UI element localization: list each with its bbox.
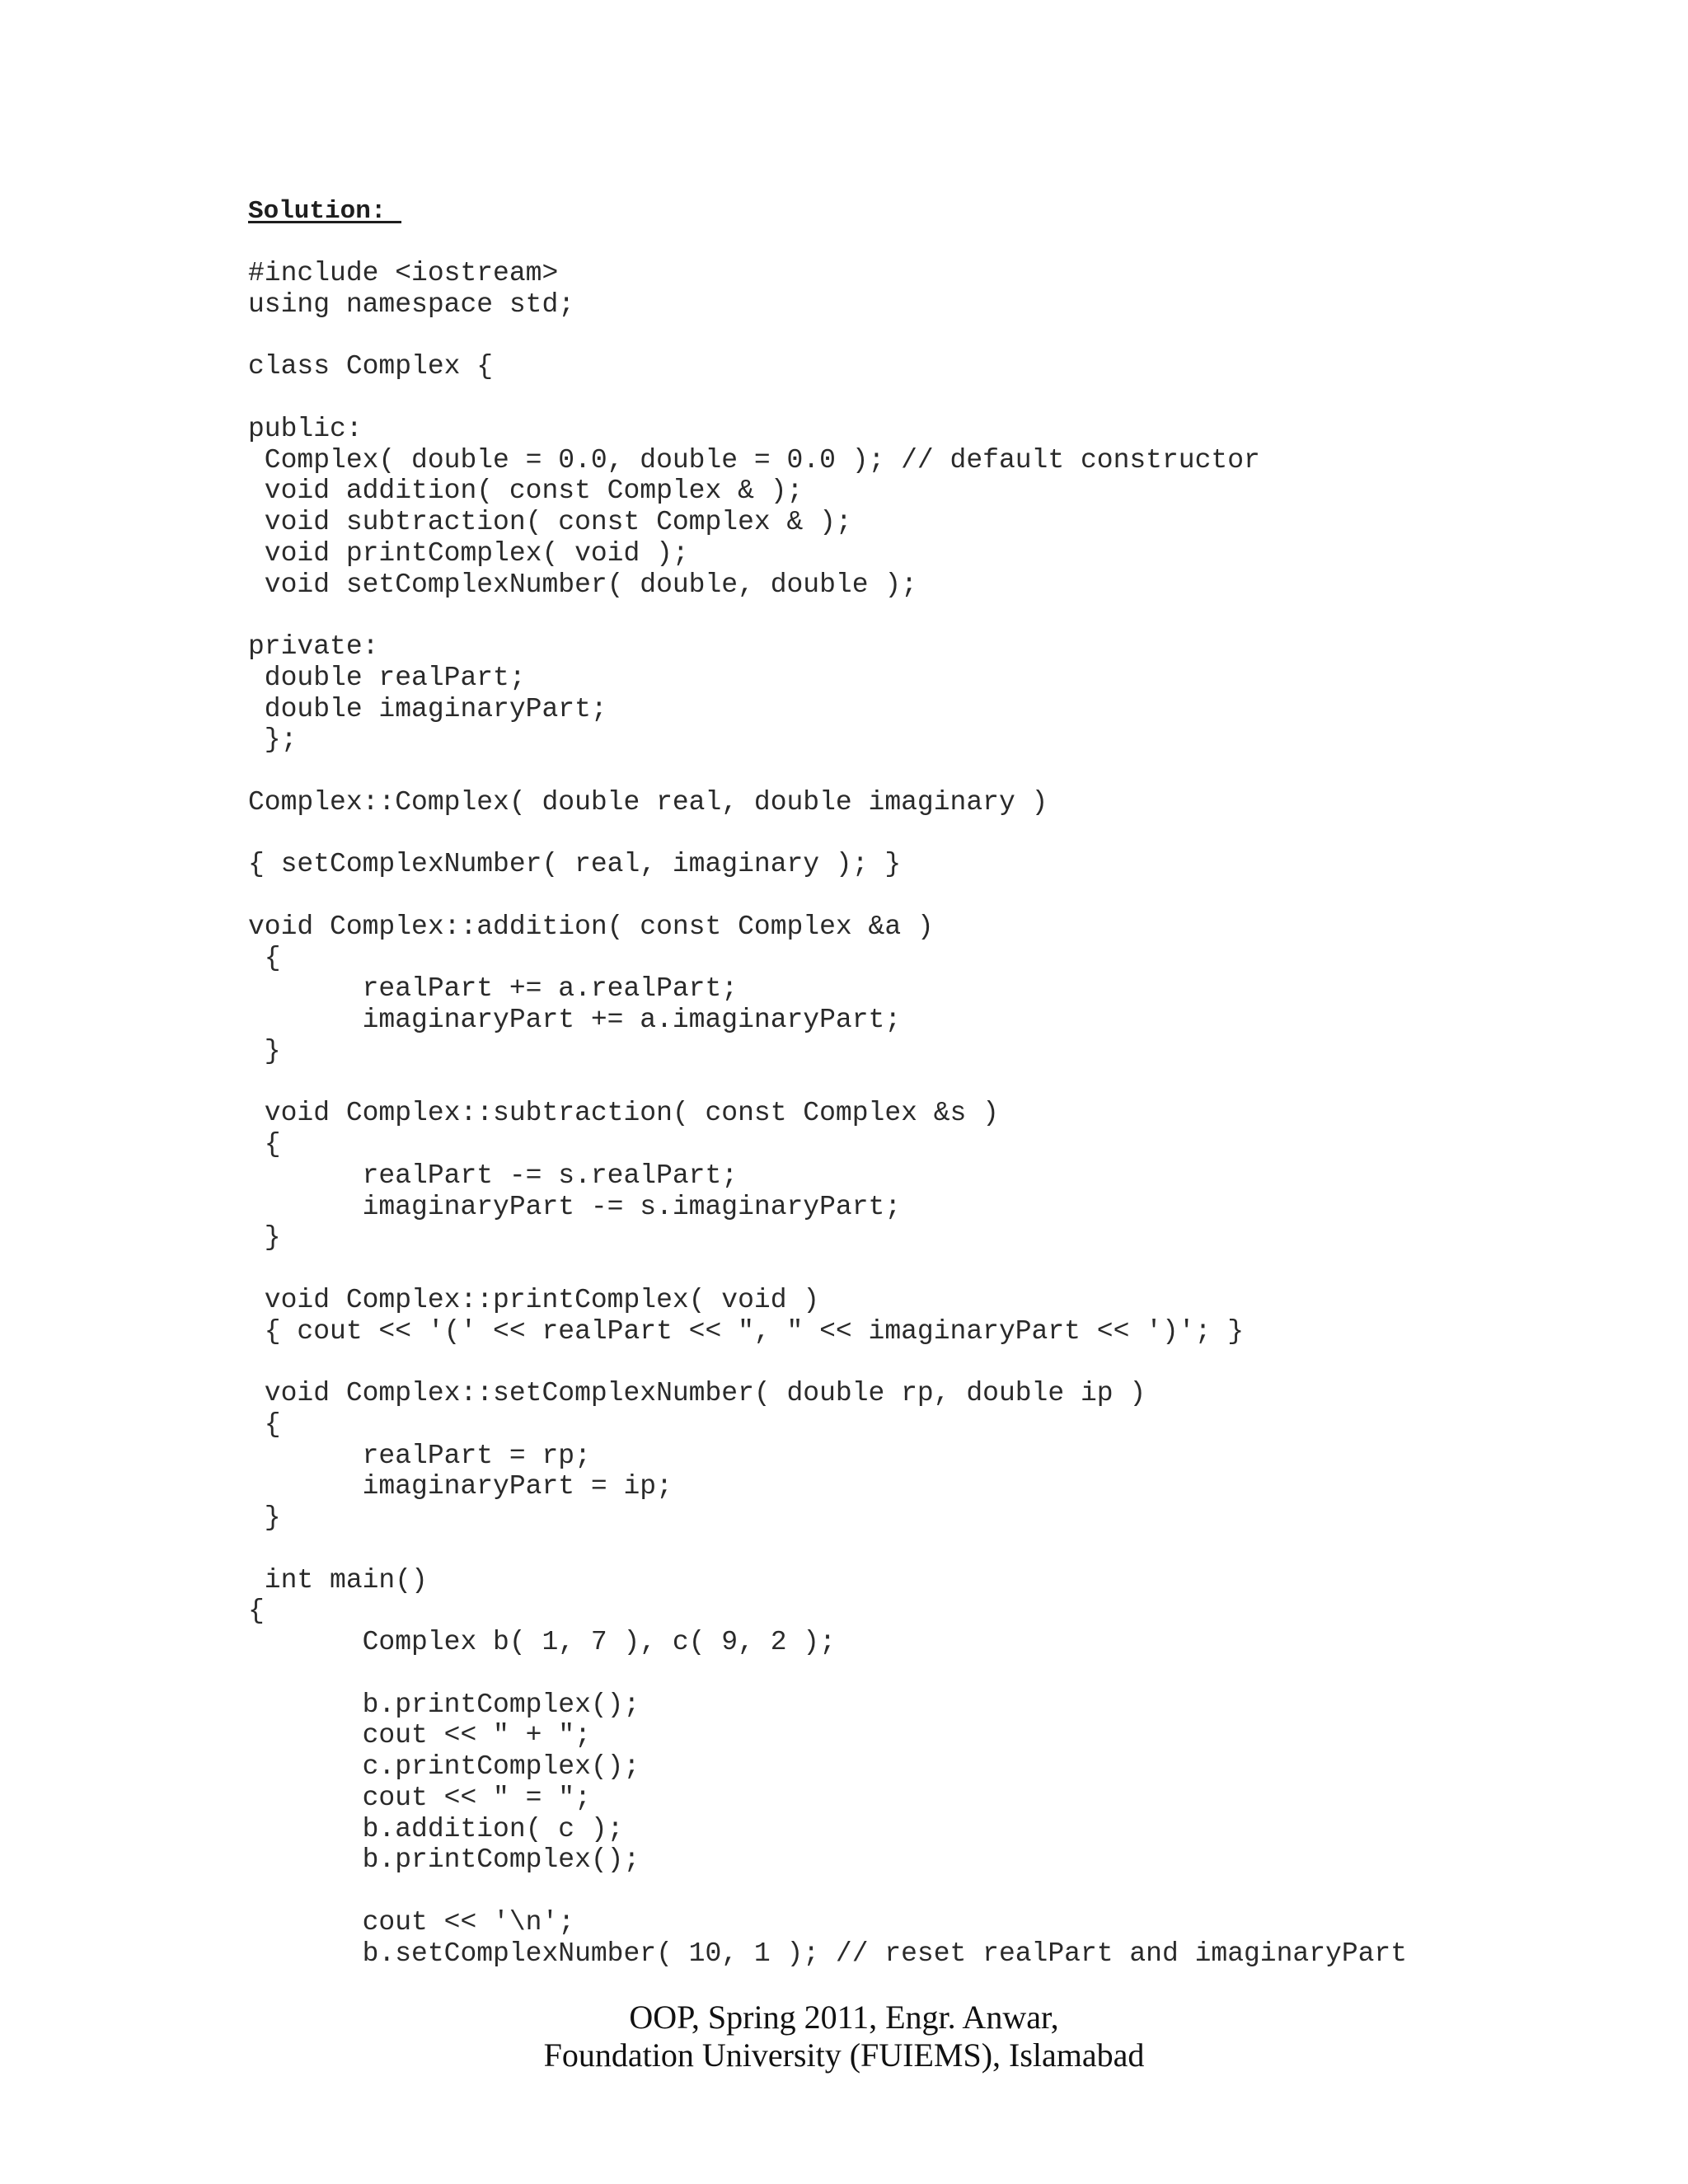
code-line: double imaginaryPart; (248, 693, 607, 724)
code-line: private: (248, 631, 379, 662)
code-line: { (248, 1129, 281, 1160)
code-line: void Complex::printComplex( void ) (248, 1284, 820, 1315)
solution-heading: Solution: (248, 197, 402, 226)
code-line: } (248, 1502, 281, 1533)
code-line (248, 1254, 1407, 1285)
code-line: void Complex::subtraction( const Complex &s ) (248, 1098, 999, 1129)
code-line: { setComplexNumber( real, imaginary ); } (248, 849, 902, 880)
code-line: } (248, 1222, 281, 1254)
code-line: imaginaryPart = ip; (248, 1471, 673, 1502)
code-line: class Complex { (248, 351, 494, 382)
code-line: Complex( double = 0.0, double = 0.0 ); // default constructor (248, 444, 1260, 476)
code-line: }; (248, 724, 298, 756)
code-line: void addition( const Complex & ); (248, 476, 804, 507)
code-line: { (248, 1596, 265, 1627)
code-line: void Complex::setComplexNumber( double rp, double ip ) (248, 1378, 1146, 1408)
code-line (248, 1534, 1407, 1565)
code-line (248, 756, 1407, 787)
code-line (248, 1347, 1407, 1378)
code-line: b.addition( c ); (248, 1813, 624, 1844)
code-line: } (248, 1035, 281, 1066)
code-line: Complex::Complex( double real, double imaginary ) (248, 786, 1048, 818)
code-line: c.printComplex(); (248, 1751, 640, 1782)
code-line: realPart -= s.realPart; (248, 1160, 738, 1191)
code-line (248, 382, 1407, 414)
code-line (248, 600, 1407, 631)
code-line: cout << '\n'; (248, 1906, 575, 1938)
code-line (248, 1658, 1407, 1690)
code-listing (248, 258, 1407, 1969)
page-footer (0, 1999, 1688, 2074)
code-line: cout << " + "; (248, 1720, 591, 1751)
code-line: double realPart; (248, 662, 526, 693)
footer-line-course: OOP, Spring 2011, Engr. Anwar, (629, 1999, 1059, 2036)
code-line: Complex b( 1, 7 ), c( 9, 2 ); (248, 1627, 836, 1657)
code-line: #include <iostream> (248, 258, 559, 288)
footer-line-institution: Foundation University (FUIEMS), Islamabad (543, 2036, 1145, 2074)
code-line: void setComplexNumber( double, double ); (248, 569, 917, 600)
code-line: void subtraction( const Complex & ); (248, 507, 852, 537)
code-line: public: (248, 413, 363, 444)
code-line (248, 880, 1407, 912)
code-line: using namespace std; (248, 288, 575, 320)
code-line (248, 1067, 1407, 1099)
code-line: cout << " = "; (248, 1782, 591, 1813)
code-line (248, 1876, 1407, 1907)
code-line: imaginaryPart += a.imaginaryPart; (248, 1005, 902, 1035)
code-line: realPart = rp; (248, 1440, 591, 1471)
code-line: { (248, 1408, 281, 1440)
code-line: b.printComplex(); (248, 1689, 640, 1720)
code-line (248, 818, 1407, 850)
code-line: int main() (248, 1564, 428, 1596)
code-line: realPart += a.realPart; (248, 973, 738, 1005)
code-line: void printComplex( void ); (248, 537, 689, 569)
code-line (248, 321, 1407, 352)
code-line: { cout << '(' << realPart << ", " << imaginaryPart << ')'; } (248, 1315, 1244, 1347)
code-line: void Complex::addition( const Complex &a ) (248, 911, 934, 942)
code-line: b.setComplexNumber( 10, 1 ); // reset realPart and imaginaryPart (248, 1938, 1408, 1969)
code-line: { (248, 942, 281, 973)
code-line: imaginaryPart -= s.imaginaryPart; (248, 1191, 902, 1222)
code-line: b.printComplex(); (248, 1844, 640, 1876)
